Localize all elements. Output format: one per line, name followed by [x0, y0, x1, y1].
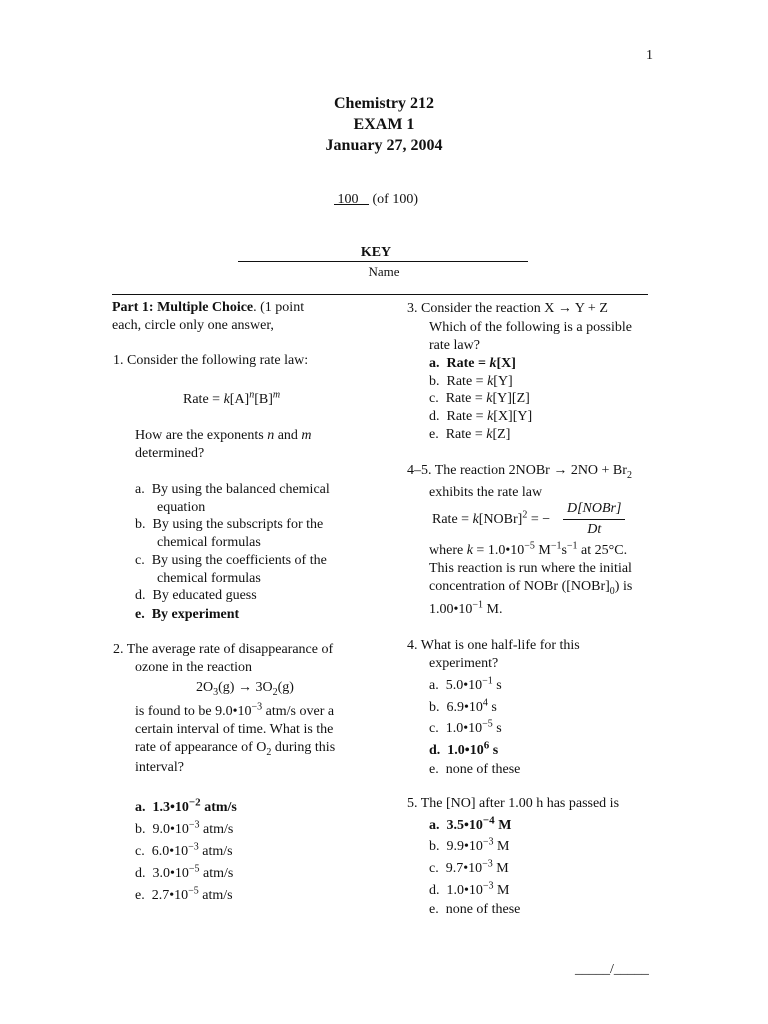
q2-line4: certain interval of time. What is the	[135, 722, 334, 737]
q1-rate-law: Rate = $k[A]^n[B]^m$	[183, 389, 281, 407]
q5-option-a[interactable]: a. $3.5•10^{-4}$ M	[429, 814, 512, 833]
q4-option-b[interactable]: b. $6.9•10^4$ s	[429, 697, 497, 715]
q5-option-b[interactable]: b. $9.9•10^{-3}$ M	[429, 836, 510, 854]
q45-frac-num: D[NOBr]	[567, 501, 622, 516]
q3-line2: Which of the following is a possible	[429, 320, 632, 335]
q1-option-b-cont: chemical formulas	[157, 535, 261, 550]
q2-line1: 2. The average rate of disappearance of	[113, 642, 334, 657]
q4-option-a[interactable]: a. $5.0•10^{-1}$ s	[429, 675, 502, 693]
q2-line3: is found to be $9.0•10^{-3}$ atm/s over a	[135, 701, 335, 719]
score-suffix: (of 100)	[372, 192, 418, 207]
part1-instr2: each, circle only one answer,	[112, 318, 274, 333]
exam-date: January 27, 2004	[325, 137, 443, 154]
course-title: Chemistry 212	[334, 95, 434, 112]
q4-option-c[interactable]: c. $1.0•10^{-5}$ s	[429, 718, 502, 736]
part1-title: Part 1: Multiple Choice	[112, 300, 254, 315]
score	[334, 192, 418, 208]
name-label: Name	[368, 264, 400, 279]
q4-option-d[interactable]: d. $1.0•10^6$ s	[429, 739, 499, 758]
q1-option-a-cont: equation	[157, 500, 206, 515]
q45-where: where $k = 1.0•10^{-5}$ $M^{-1}s^{-1}$ at 25°C.	[429, 540, 628, 558]
q2-line6: interval?	[135, 760, 184, 775]
q2-option-b[interactable]: b. $9.0•10^{-3}$ atm/s	[135, 819, 234, 837]
q3-option-c[interactable]: c. Rate = k[Y][Z]	[429, 391, 530, 406]
q5-option-e[interactable]: e. none of these	[429, 902, 521, 917]
q2-option-c[interactable]: c. $6.0•10^{-3}$ atm/s	[135, 841, 233, 859]
name-line	[238, 261, 528, 262]
q3-option-d[interactable]: d. Rate = k[X][Y]	[429, 409, 533, 424]
q1-stem: 1. Consider the following rate law:	[113, 353, 309, 368]
q5-line1: 5. The [NO] after 1.00 h has passed is	[407, 796, 620, 811]
q45-line2: exhibits the rate law	[429, 485, 543, 500]
q5-option-c[interactable]: c. $9.7•10^{-3}$ M	[429, 858, 509, 876]
q4-line2: experiment?	[429, 656, 499, 671]
q45-fraction	[563, 501, 625, 538]
q2-line5: rate of appearance of $O_2$ during this	[135, 740, 336, 758]
q1-question: How are the exponents n and m	[135, 428, 312, 443]
q1-option-c[interactable]: c. By using the coefficients of the	[135, 553, 327, 568]
q45-frac-den: Dt	[587, 522, 602, 537]
q2-reaction: $2O_3(g) \to 3O_2(g)$	[196, 680, 294, 698]
q5-option-d[interactable]: d. $1.0•10^{-3}$ M	[429, 880, 510, 898]
q1-option-a[interactable]: a. By using the balanced chemical	[135, 482, 330, 497]
key-label: KEY	[360, 245, 392, 260]
q1-option-d[interactable]: d. By educated guess	[135, 588, 257, 603]
divider	[112, 294, 648, 295]
q4-line1: 4. What is one half-life for this	[407, 638, 580, 653]
q1-question-2: determined?	[135, 446, 205, 461]
q45-line5: concentration of NOBr $([NOBr]_0)$ is	[429, 579, 633, 597]
part1-instr1: . (1 point	[253, 300, 305, 315]
score-value: 100	[337, 192, 359, 207]
q2-option-d[interactable]: d. $3.0•10^{-5}$ atm/s	[135, 863, 234, 881]
part1-heading	[112, 300, 304, 316]
q3-option-b[interactable]: b. Rate = k[Y]	[429, 374, 513, 389]
page-score-blank[interactable]: _____/_____	[575, 962, 649, 977]
q45-line6: $1.00•10^{-1}$ M.	[429, 599, 503, 617]
q2-option-e[interactable]: e. $2.7•10^{-5}$ atm/s	[135, 885, 233, 903]
q3-line3: rate law?	[429, 338, 480, 353]
q1-option-b[interactable]: b. By using the subscripts for the	[135, 517, 324, 532]
exam-title: EXAM 1	[353, 116, 415, 133]
q45-frac-bar	[563, 519, 625, 520]
q3-line1: 3. Consider the reaction X → Y + Z	[407, 301, 608, 316]
q2-line2: ozone in the reaction	[135, 660, 253, 675]
q2-option-a[interactable]: a. $1.3•10^{-2}$ atm/s	[135, 796, 237, 815]
q3-option-e[interactable]: e. Rate = k[Z]	[429, 427, 511, 442]
q1-option-e[interactable]: e. By experiment	[135, 607, 240, 622]
q3-option-a[interactable]: a. Rate = k[X]	[429, 356, 516, 371]
q45-rate-law: Rate = k[NOBr]$^2$ = −	[432, 509, 551, 527]
page-number: 1	[646, 48, 653, 63]
q4-option-e[interactable]: e. none of these	[429, 762, 521, 777]
q45-line1: 4–5. The reaction 2NOBr → $2NO + Br_2$	[407, 463, 632, 481]
q1-option-c-cont: chemical formulas	[157, 571, 261, 586]
q45-line4: This reaction is run where the initial	[429, 561, 632, 576]
